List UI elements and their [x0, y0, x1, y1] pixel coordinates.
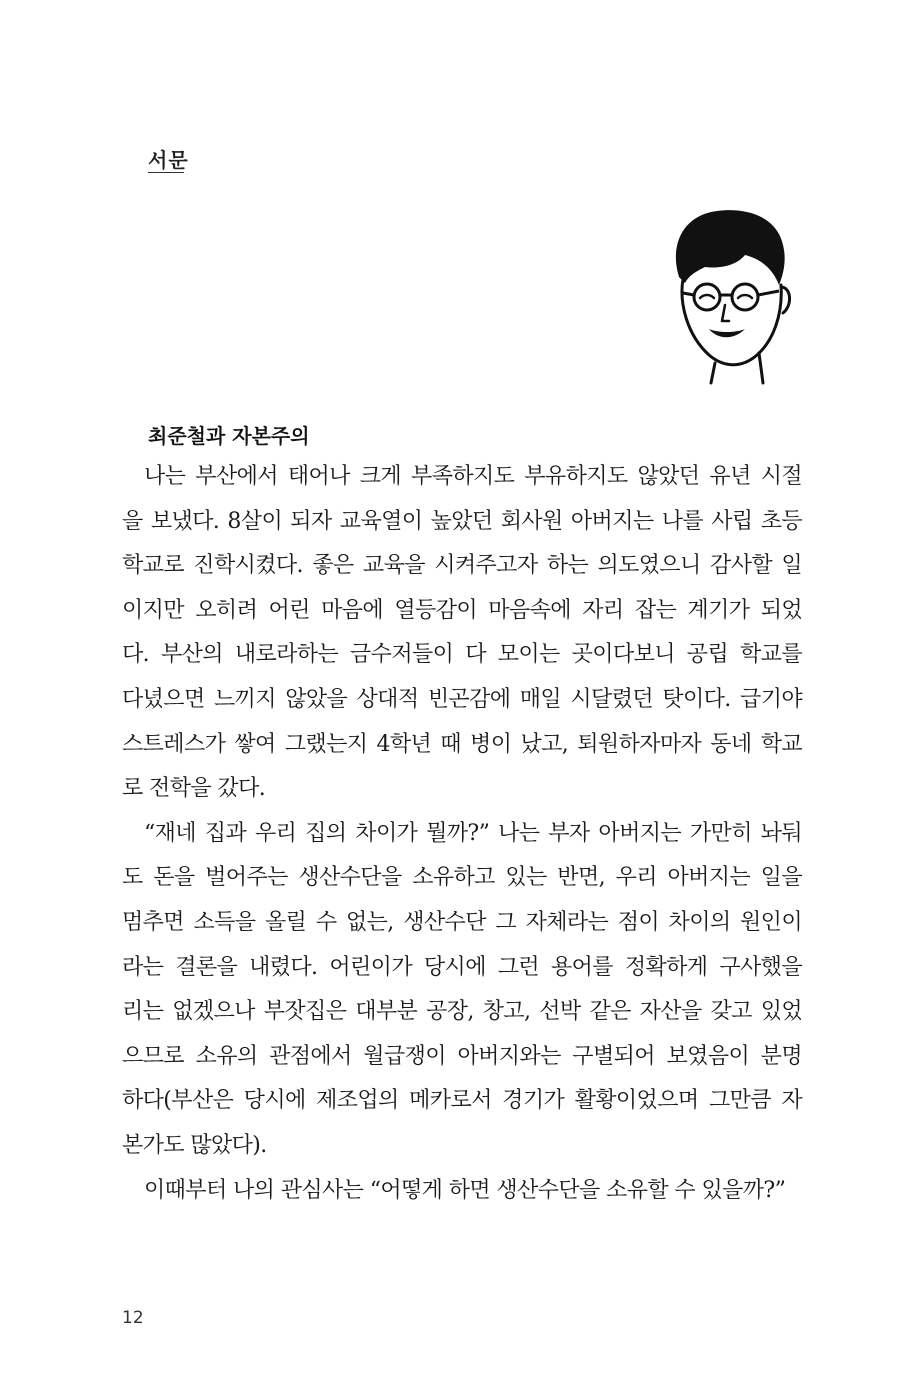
text-line: 본가도 많았다).	[122, 1132, 267, 1158]
text-line: 하다(부산은 당시에 제조업의 메카로서 경기가 활황이었으며 그만큼 자	[122, 1088, 802, 1114]
text-line: 멈추면 소득을 올릴 수 없는, 생산수단 그 자체라는 점이 차이의 원인이	[122, 909, 802, 935]
text-line: 리는 없겠으나 부잣집은 대부분 공장, 창고, 선박 같은 자산을 갖고 있었	[122, 999, 802, 1025]
text-line: 으므로 소유의 관점에서 월급쟁이 아버지와는 구별되어 보였음이 분명	[122, 1043, 802, 1069]
text-line: 라는 결론을 내렸다. 어린이가 당시에 그런 용어를 정확하게 구사했을	[122, 954, 802, 980]
body-text	[122, 455, 802, 1213]
text-line: 을 보냈다. 8살이 되자 교육열이 높았던 회사원 아버지는 나를 사립 초등	[122, 508, 802, 534]
section-title: 최준철과 자본주의	[148, 424, 310, 448]
text-line: 다녔으면 느끼지 않았을 상대적 빈곤감에 매일 시달렸던 탓이다. 급기야	[122, 686, 802, 712]
text-line: 도 돈을 벌어주는 생산수단을 소유하고 있는 반면, 우리 아버지는 일을	[122, 865, 802, 891]
chapter-label: 서문	[148, 148, 189, 172]
text-line: 이지만 오히려 어린 마음에 열등감이 마음속에 자리 잡는 계기가 되었	[122, 597, 803, 623]
text-line: 나는 부산에서 태어나 크게 부족하지도 부유하지도 않았던 유년 시절	[144, 464, 802, 489]
text-line: 이때부터 나의 관심사는 “어떻게 하면 생산수단을 소유할 수 있을까?”	[144, 1177, 786, 1203]
text-line: 로 전학을 갔다.	[122, 776, 266, 802]
author-portrait-illustration	[665, 205, 795, 385]
text-line: 다. 부산의 내로라하는 금수저들이 다 모이는 곳이다보니 공립 학교를	[122, 642, 802, 668]
page-number: 12	[122, 1308, 144, 1328]
text-line: 스트레스가 쌓여 그랬는지 4학년 때 병이 났고, 퇴원하자마자 동네 학교	[122, 731, 802, 757]
text-line: 학교로 진학시켰다. 좋은 교육을 시켜주고자 하는 의도였으니 감사할 일	[122, 553, 802, 579]
text-line: “재네 집과 우리 집의 차이가 뭘까?” 나는 부자 아버지는 가만히 놔둬	[144, 820, 802, 846]
chapter-underline	[148, 172, 184, 173]
